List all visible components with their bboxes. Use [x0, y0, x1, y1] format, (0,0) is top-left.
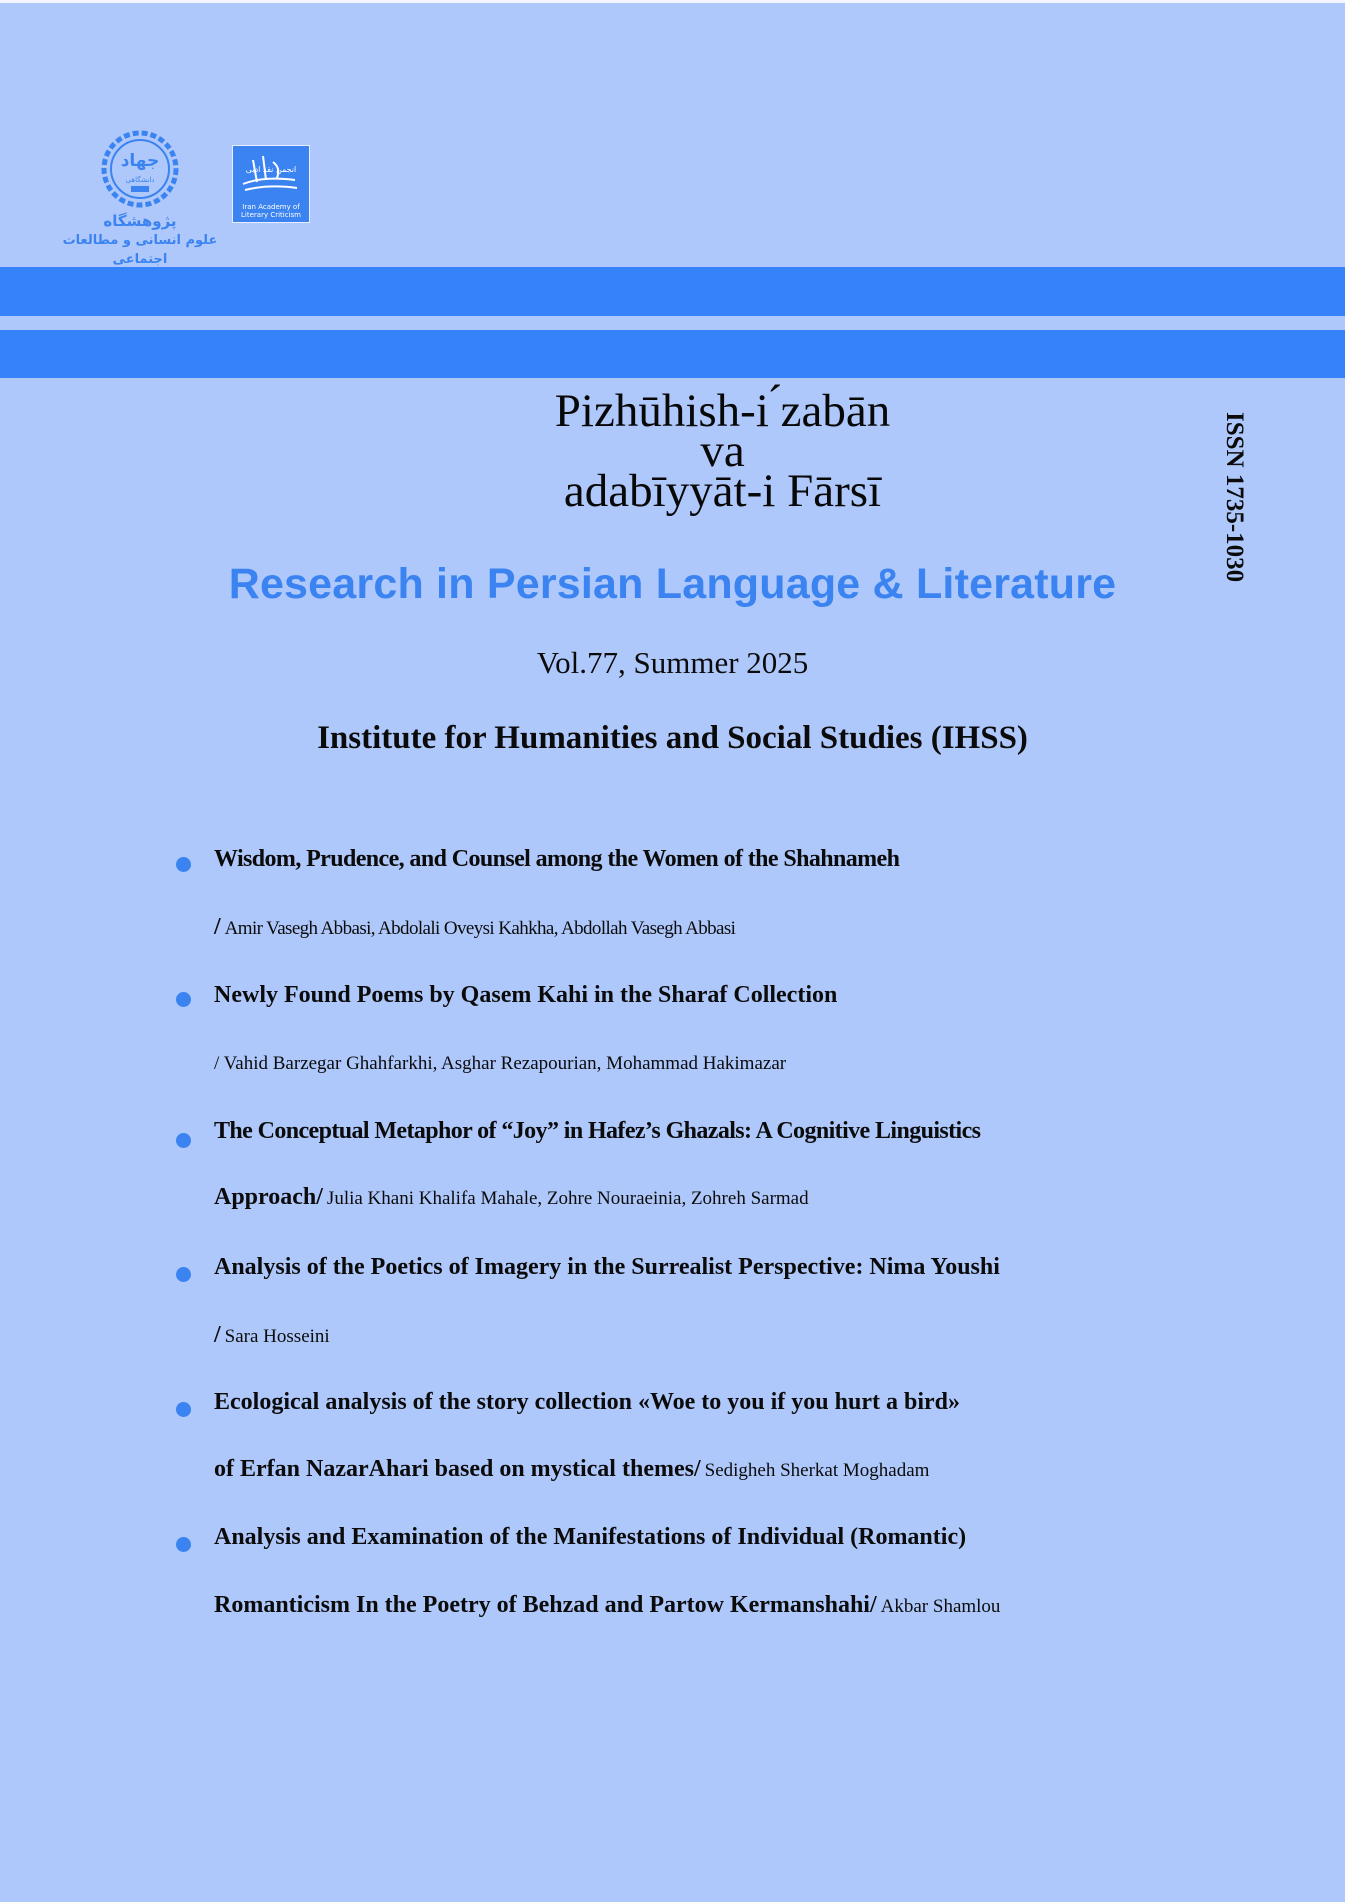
article-authors: Julia Khani Khalifa Mahale, Zohre Nouraeinia, Zohreh Sarmad: [326, 1188, 809, 1209]
article-authors: / Vahid Barzegar Ghahfarkhi, Asghar Rezapourian, Mohammad Hakimazar: [214, 1053, 787, 1074]
academy-caption-line-2: Literary Criticism: [241, 211, 301, 219]
article-title-continuation: Approach/: [214, 1184, 323, 1210]
jahad-mark-text: جهاد: [120, 151, 160, 171]
article-bullet: [176, 857, 191, 872]
article-authors-line: [214, 914, 735, 941]
article-authors: Sedigheh Sherkat Moghadam: [704, 1460, 930, 1481]
publisher-name: Institute for Humanities and Social Studies (IHSS): [317, 720, 1028, 756]
translit-line-1: Pizhūhish-i ́zabān: [554, 385, 891, 437]
academy-caption-line-1: Iran Academy of: [242, 203, 300, 211]
jahad-caption-line-2: علوم انسانی و مطالعات اجتماعی: [62, 233, 218, 267]
jahad-sub-text: دانشگاهی: [125, 176, 155, 184]
article-title-continuation-line: [214, 1592, 1000, 1619]
jahad-caption-line-1: پژوهشگاه: [103, 212, 177, 230]
journal-english-title: Research in Persian Language & Literature: [228, 560, 1117, 608]
article-title-continuation: of Erfan NazarAhari based on mystical themes/: [214, 1456, 701, 1482]
article-title-continuation-line: [214, 1456, 929, 1483]
article-bullet: [176, 992, 191, 1007]
article-title: Analysis of the Poetics of Imagery in the Surrealist Perspective: Nima Youshi: [214, 1254, 1000, 1280]
article-title: Wisdom, Prudence, and Counsel among the Women of the Shahnameh: [214, 846, 900, 872]
article-authors: Amir Vasegh Abbasi, Abdolali Oveysi Kahkha, Abdollah Vasegh Abbasi: [224, 918, 736, 939]
article-authors: Sara Hosseini: [224, 1326, 330, 1347]
authors-slash: /: [214, 1322, 221, 1348]
article-title-continuation: Romanticism In the Poetry of Behzad and Partow Kermanshahi/: [214, 1592, 877, 1618]
academy-mark-text: انجمن نقد ادبی: [245, 165, 297, 174]
translit-line-3: adabīyyāt-i Fārsī: [563, 465, 882, 517]
issn-text: ISSN 1735-1030: [1221, 412, 1248, 583]
article-title: Analysis and Examination of the Manifestations of Individual (Romantic): [214, 1524, 967, 1550]
translit-line-2: va: [700, 425, 745, 477]
article-authors: Akbar Shamlou: [880, 1596, 1001, 1617]
article-title-continuation-line: [214, 1184, 809, 1211]
article-title: The Conceptual Metaphor of “Joy” in Hafez’s Ghazals: A Cognitive Linguistics: [214, 1118, 981, 1144]
article-bullet: [176, 1402, 191, 1417]
article-authors-line: [214, 1322, 330, 1349]
article-bullet: [176, 1537, 191, 1552]
article-bullet: [176, 1133, 191, 1148]
article-title: Ecological analysis of the story collection «Woe to you if you hurt a bird»: [214, 1389, 960, 1415]
volume-info: Vol.77, Summer 2025: [536, 645, 809, 680]
article-bullet: [176, 1267, 191, 1282]
article-title: Newly Found Poems by Qasem Kahi in the Sharaf Collection: [214, 982, 838, 1008]
authors-slash: /: [214, 914, 221, 940]
